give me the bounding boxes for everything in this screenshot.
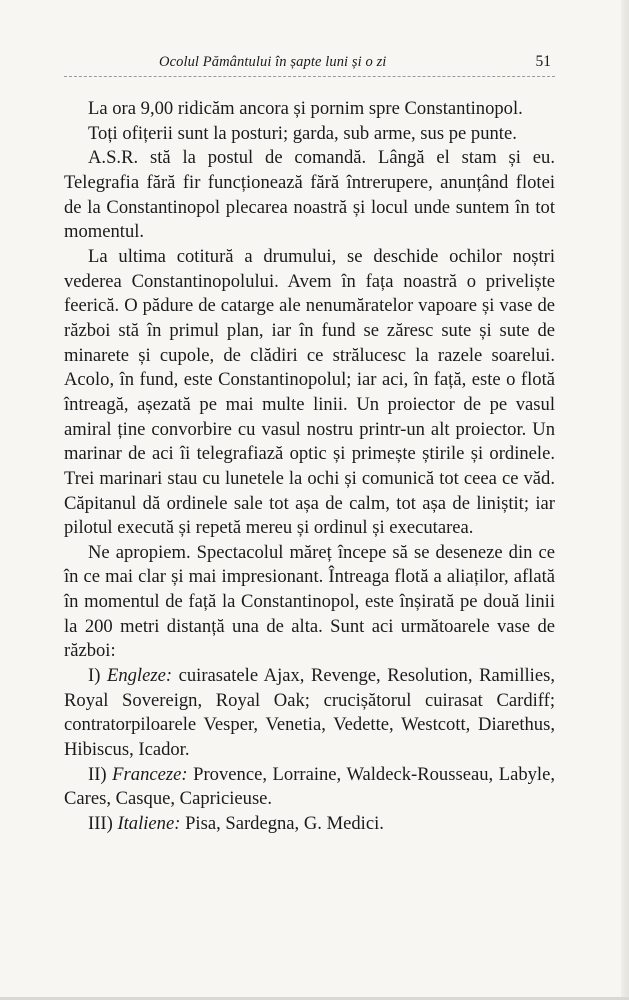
paragraph: A.S.R. stă la postul de comandă. Lângă el stam și eu. Telegrafia fără fir funcționează fără întrerupere, anunțând flotei de la Constantinopol plecarea noastră și locul unde suntem în tot momentul. <box>64 147 555 243</box>
paragraph: Ne apropiem. Spectacolul măreț începe să se deseneze din ce în ce mai clar și mai impresionant. Întreaga flotă a aliaților, aflată în momentul de față la Constantinopol, este înșirată pe două linii la 200 metri distanță una de alta. Sunt aci următoarele vase de război: <box>64 541 555 662</box>
page-number: 51 <box>535 53 551 70</box>
page-edge <box>621 0 629 1000</box>
body-text <box>64 97 555 837</box>
paragraph: La ora 9,00 ridicăm ancora și pornim spre Constantinopol. <box>88 98 523 119</box>
list-text: Pisa, Sardegna, G. Medici. <box>185 813 384 835</box>
list-label: Franceze: <box>112 763 188 785</box>
list-text: Provence, Lorraine, Waldeck-Rousseau, Labyle, Cares, Casque, Capricieuse. <box>64 763 555 810</box>
list-number: II) <box>88 763 107 785</box>
running-header <box>64 50 555 77</box>
running-title: Ocolul Pământului în șapte luni și o zi <box>159 54 387 70</box>
list-number: III) <box>88 813 113 835</box>
paragraph: La ultima cotitură a drumului, se deschide ochilor noștri vederea Constantinopolului. Avem în fața noastră o priveliște feerică. O pădure de catarge ale nenumăratelor vapoare și vase de război stă în primul plan, iar în fund se zăresc sute și sute de minarete și cupole, de clădiri ce strălucesc la razele soarelui. Acolo, în fund, este Constantinopolul; iar aci, în față, este o flotă întreagă, așezată pe mai multe linii. Un proiector de pe vasul amiral ține convorbire cu vasul nostru printr-un alt proiector. Un marinar de aci îi telegrafiază optic și primește știrile și ordinele. Trei marinari stau cu lunetele la ochi și comunică tot ceea ce văd. Căpitanul dă ordinele sale tot așa de calm, tot așa de liniștit; iar pilotul execută și repetă mereu și ordinul și executarea. <box>64 245 555 539</box>
list-item-italian <box>64 812 555 837</box>
list-text: cuirasatele Ajax, Revenge, Resolution, Ramillies, Royal Sovereign, Royal Oak; crucișătorul cuirasat Cardiff; contratorpiloarele Vesper, Venetia, Vedette, Westcott, Diarethus, Hibiscus, Icador. <box>64 665 555 761</box>
list-label: Italiene: <box>117 813 181 835</box>
paragraph: Toți ofițerii sunt la posturi; garda, sub arme, sus pe punte. <box>88 122 517 144</box>
list-item-french <box>64 763 555 812</box>
list-number: I) <box>88 665 101 687</box>
list-item-english <box>64 664 555 763</box>
list-label: Engleze: <box>106 665 173 687</box>
